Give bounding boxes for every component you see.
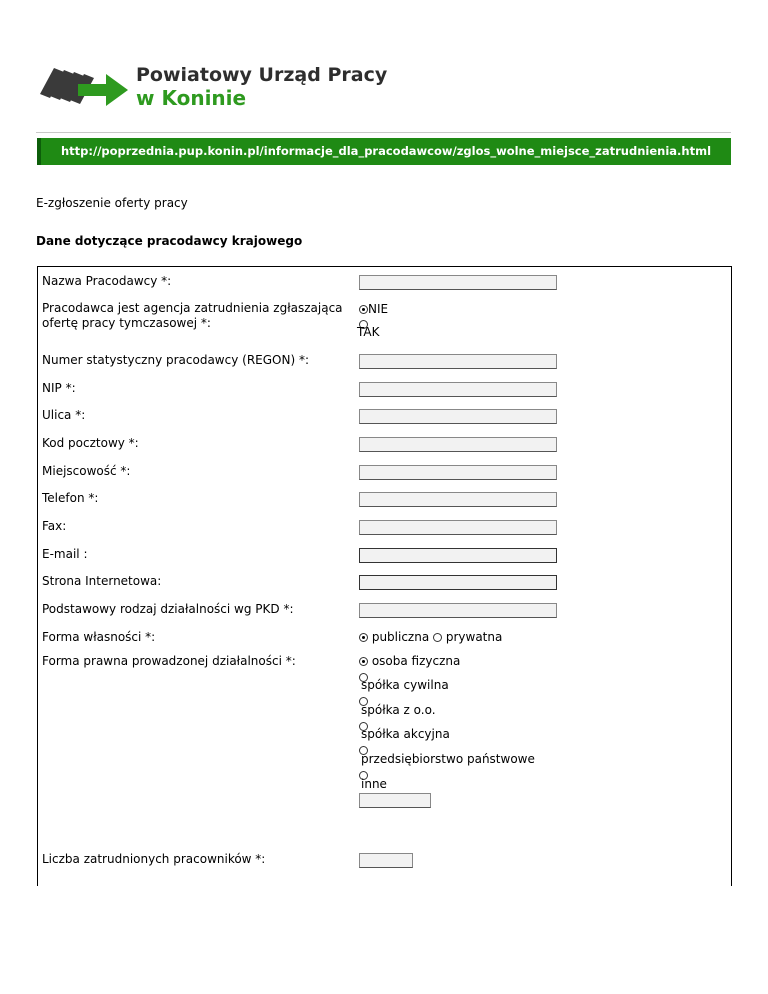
miejscowosc-label: Miejscowość *:	[42, 464, 131, 478]
header-divider	[36, 132, 731, 133]
fax-input[interactable]	[359, 520, 557, 535]
page-title: E-zgłoszenie oferty pracy	[36, 196, 188, 210]
agencja-nie-option[interactable]	[359, 302, 388, 317]
wlasnosc-publiczna-label: publiczna	[371, 630, 430, 644]
wlasnosc-prywatna-radio[interactable]	[433, 633, 442, 642]
www-input[interactable]	[359, 575, 557, 590]
telefon-input[interactable]	[359, 492, 557, 507]
miejscowosc-input[interactable]	[359, 465, 557, 480]
prawna-label-3: spółka akcyjna	[361, 727, 450, 741]
agencja-label-line2: ofertę pracy tymczasowej *:	[42, 316, 211, 330]
url-bar[interactable]: http://poprzednia.pup.konin.pl/informacje_dla_pracodawcow/zglos_wolne_miejsce_zatrudnienia.html	[37, 138, 731, 165]
prawna-label-0: osoba fizyczna	[371, 654, 461, 668]
wlasnosc-prywatna-label: prywatna	[445, 630, 503, 644]
www-label: Strona Internetowa:	[42, 574, 162, 588]
agencja-nie-label: NIE	[368, 302, 389, 316]
liczba-label: Liczba zatrudnionych pracowników *:	[42, 852, 266, 866]
logo	[38, 58, 398, 118]
prawna-label-2: spółka z o.o.	[361, 703, 436, 717]
logo-title-line1: Powiatowy Urząd Pracy	[136, 64, 388, 86]
prawna-label-1: spółka cywilna	[361, 678, 449, 692]
agencja-tak-label: TAK	[357, 325, 380, 339]
agencja-nie-radio[interactable]	[359, 305, 368, 314]
kod-input[interactable]	[359, 437, 557, 452]
logo-icon	[38, 62, 130, 108]
ulica-input[interactable]	[359, 409, 557, 424]
wlasnosc-publiczna-radio[interactable]	[359, 633, 368, 642]
prawna-label-5: inne	[361, 777, 387, 791]
prawna-radio-0[interactable]	[359, 657, 368, 666]
ulica-label: Ulica *:	[42, 408, 86, 422]
wlasnosc-label: Forma własności *:	[42, 630, 156, 644]
fax-label: Fax:	[42, 519, 67, 533]
prawna-option-0[interactable]	[359, 654, 460, 669]
nazwa-label: Nazwa Pracodawcy *:	[42, 274, 172, 288]
nip-input[interactable]	[359, 382, 557, 397]
prawna-inne-input[interactable]	[359, 793, 431, 808]
pkd-label: Podstawowy rodzaj działalności wg PKD *:	[42, 602, 294, 616]
wlasnosc-options	[359, 630, 502, 645]
agencja-label-line1: Pracodawca jest agencja zatrudnienia zgłaszająca	[42, 301, 343, 315]
email-label: E-mail :	[42, 547, 88, 561]
regon-input[interactable]	[359, 354, 557, 369]
kod-label: Kod pocztowy *:	[42, 436, 139, 450]
liczba-input[interactable]	[359, 853, 413, 868]
telefon-label: Telefon *:	[42, 491, 99, 505]
prawna-label-4: przedsiębiorstwo państwowe	[361, 752, 535, 766]
regon-label: Numer statystyczny pracodawcy (REGON) *:	[42, 353, 309, 367]
pkd-input[interactable]	[359, 603, 557, 618]
nip-label: NIP *:	[42, 381, 76, 395]
prawna-label: Forma prawna prowadzonej działalności *:	[42, 654, 296, 668]
section-title: Dane dotyczące pracodawcy krajowego	[36, 234, 303, 248]
logo-title-line2: w Koninie	[136, 86, 247, 110]
email-input[interactable]	[359, 548, 557, 563]
nazwa-input[interactable]	[359, 275, 557, 290]
